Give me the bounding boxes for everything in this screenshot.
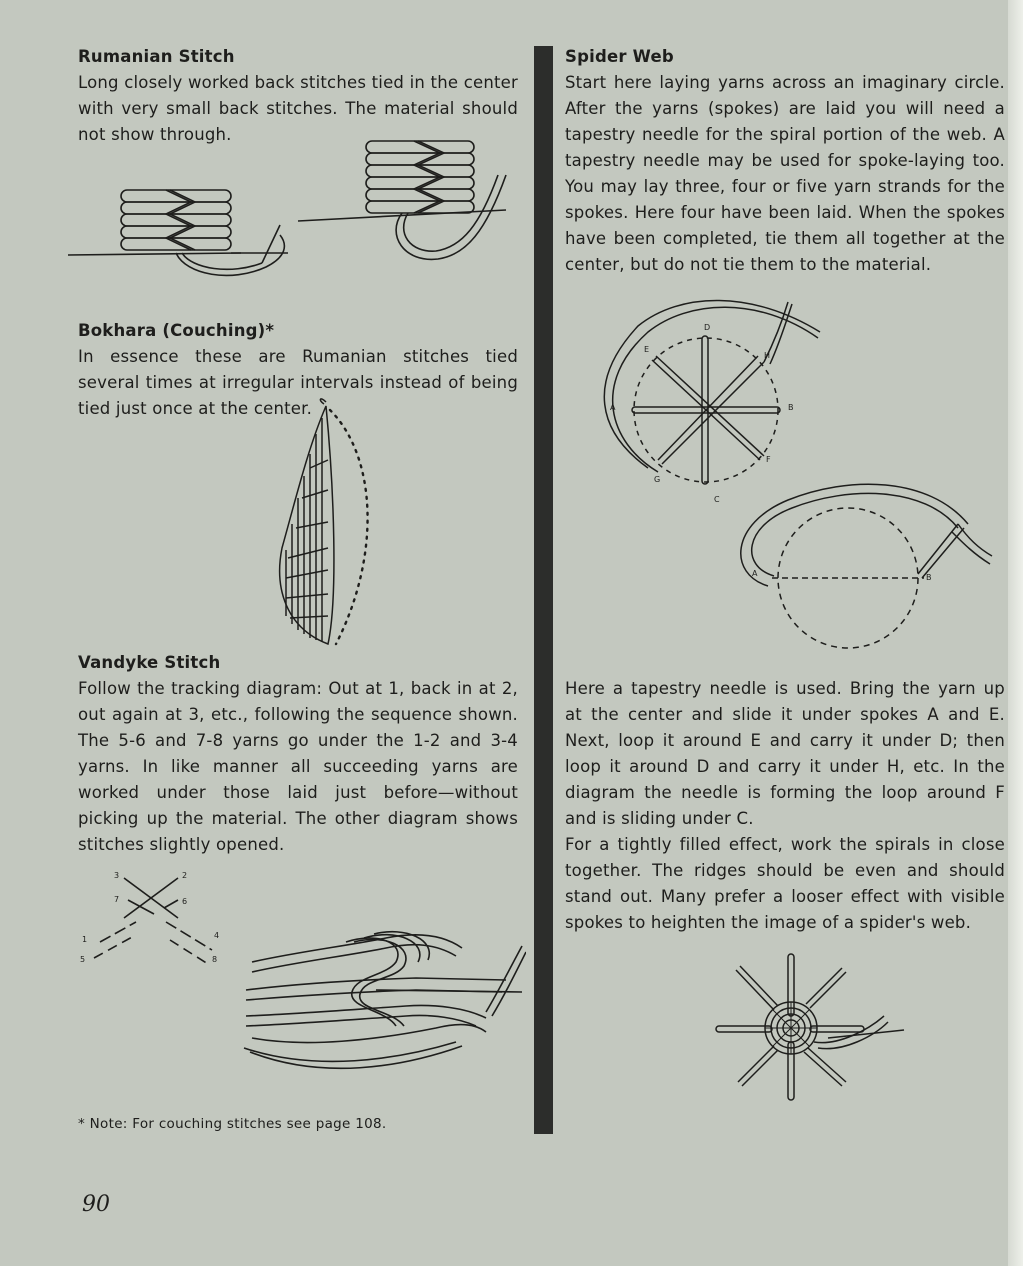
vandyke-label-2: 2 xyxy=(182,871,188,880)
bokhara-couching-illustration xyxy=(268,398,388,653)
rumanian-title: Rumanian Stitch xyxy=(78,47,235,66)
rumanian-stitch-illustration xyxy=(66,135,526,295)
web-label-e: E xyxy=(644,345,650,354)
spider-web-body-2: Here a tapestry needle is used. Bring the yarn up at the center and slide it under spokes A and E. Next, loop it around E and carry it under D; then loop it around D and carry it under H, etc. In the diagram the needle is forming the loop around F and is sliding under C. xyxy=(565,679,1005,828)
rumanian-body: Long closely worked back stitches tied in the center with very small back stitches. The material should not show through. xyxy=(78,73,518,144)
vandyke-label-1: 1 xyxy=(82,935,88,944)
web-label-b: B xyxy=(788,403,794,412)
page-edge xyxy=(1008,0,1023,1266)
web-label-a: A xyxy=(610,403,616,412)
needle-label-b: B xyxy=(926,573,932,582)
vandyke-label-6: 6 xyxy=(182,897,188,906)
vandyke-section xyxy=(78,650,518,858)
column-divider xyxy=(534,46,553,1134)
rumanian-section xyxy=(78,44,518,148)
web-label-h: H xyxy=(764,351,771,360)
needle-label-a: A xyxy=(752,569,758,578)
bokhara-title: Bokhara (Couching)* xyxy=(78,321,275,340)
spider-web-body-3: For a tightly filled effect, work the spirals in close together. The ridges should be even and should stand out. Many prefer a looser effect with visible spokes to heighten the image of a spider's web. xyxy=(565,835,1005,932)
web-label-c: C xyxy=(714,495,720,504)
vandyke-label-4: 4 xyxy=(214,931,220,940)
spider-web-title: Spider Web xyxy=(565,47,674,66)
page-number: 90 xyxy=(82,1192,110,1217)
vandyke-title: Vandyke Stitch xyxy=(78,653,221,672)
vandyke-tracking-diagram xyxy=(74,864,234,974)
vandyke-label-8: 8 xyxy=(212,955,218,964)
spider-web-needle-diagram xyxy=(728,474,998,654)
footnote: * Note: For couching stitches see page 108. xyxy=(78,1116,387,1132)
vandyke-label-5: 5 xyxy=(80,955,86,964)
spider-web-section xyxy=(565,44,1005,278)
spider-web-finished-illustration xyxy=(708,950,908,1110)
bokhara-body: In essence these are Rumanian stitches tied several times at irregular intervals instead of being tied just once at the center. xyxy=(78,347,518,418)
web-label-d: D xyxy=(704,323,711,332)
vandyke-label-3: 3 xyxy=(114,871,120,880)
web-label-g: G xyxy=(654,475,661,484)
spider-web-instructions xyxy=(565,676,1005,936)
vandyke-opened-illustration xyxy=(236,912,526,1077)
web-label-f: F xyxy=(766,455,771,464)
vandyke-body: Follow the tracking diagram: Out at 1, back in at 2, out again at 3, etc., following the sequence shown. The 5-6 and 7-8 yarns go under the 1-2 and 3-4 yarns. In like manner all succeeding yarns are worked under those laid just before—without picking up the material. The other diagram shows stitches slightly opened. xyxy=(78,679,518,854)
spider-web-body: Start here laying yarns across an imaginary circle. After the yarns (spokes) are laid you will need a tapestry needle for the spiral portion of the web. A tapestry needle may be used for spoke-laying too. You may lay three, four or five yarn strands for the spokes. Here four have been laid. When the spokes have been completed, tie them all together at the center, but do not tie them to the material. xyxy=(565,73,1005,274)
vandyke-label-7: 7 xyxy=(114,895,120,904)
